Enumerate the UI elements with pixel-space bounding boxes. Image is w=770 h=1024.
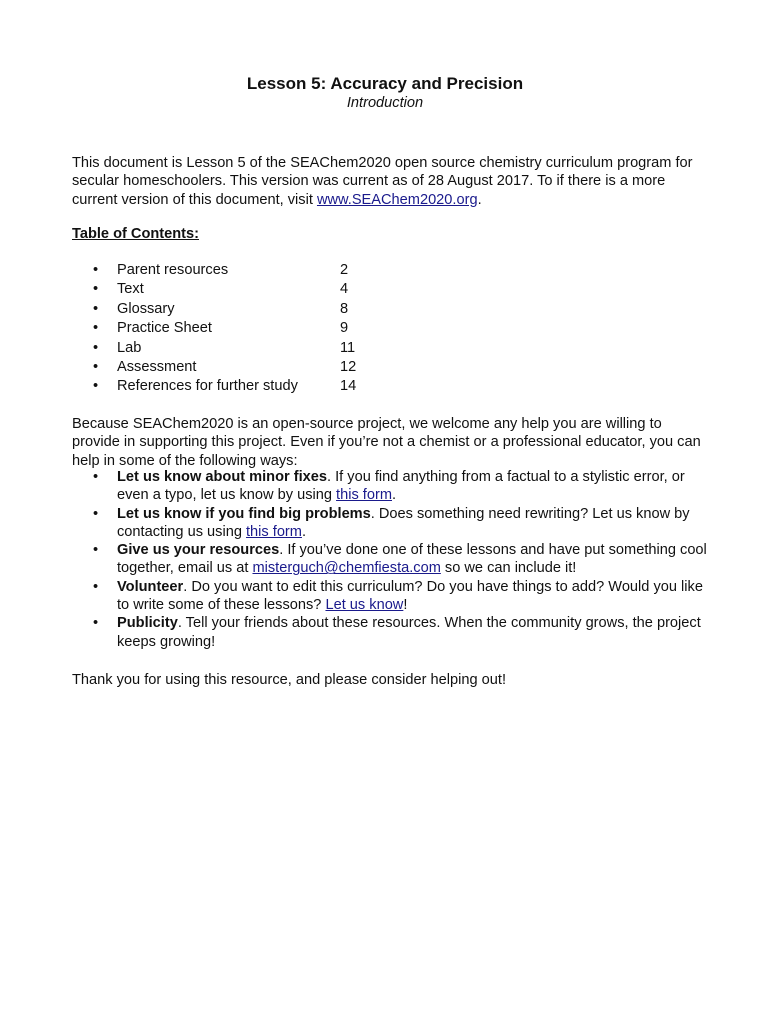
bullet-icon: • <box>93 281 99 298</box>
help-item-text: . Tell your friends about these resources. When the community grows, the project keeps growing! <box>117 615 701 650</box>
bullet-icon: • <box>93 262 99 278</box>
website-link[interactable]: www.SEAChem2020.org <box>316 191 478 208</box>
toc-item-label: References for further study <box>117 378 298 395</box>
toc-item <box>72 358 392 377</box>
contact-form-link[interactable]: this form <box>246 523 302 540</box>
help-item-text-end: so we can include it! <box>440 560 577 577</box>
toc-item-page: 4 <box>340 281 349 298</box>
help-intro-paragraph: Because SEAChem2020 is an open-source project, we welcome any help you are willing to provide in supporting this project. Even if you’re not a chemist or a professional educator, you can help in some of the following ways: <box>72 416 701 469</box>
toc-item-label: Assessment <box>117 358 197 375</box>
help-item-text: . If you find anything from a factual to a stylistic error, or even a typo, let us know by using <box>117 469 685 504</box>
toc-item <box>72 339 392 358</box>
intro-text-end: . <box>477 191 482 208</box>
help-item <box>72 505 712 542</box>
help-item-title: Give us your resources <box>117 542 280 559</box>
help-item <box>72 468 712 505</box>
intro-text: This document is Lesson 5 of the SEAChem2020 open source chemistry curriculum program for secular homeschoolers. This version was current as of 28 August 2017. To if there is a more current version of this document, visit <box>72 155 693 208</box>
toc-item-page: 14 <box>340 378 357 395</box>
help-list <box>72 468 712 651</box>
toc-item-page: 2 <box>340 262 349 278</box>
bullet-icon: • <box>93 358 99 375</box>
bullet-icon: • <box>93 505 99 522</box>
toc-item-page: 12 <box>340 358 357 375</box>
bullet-icon: • <box>93 578 99 595</box>
toc-heading: Table of Contents: <box>72 226 200 242</box>
feedback-form-link[interactable]: this form <box>336 487 392 504</box>
help-item <box>72 614 712 651</box>
help-item-text-end: . <box>301 523 307 540</box>
toc-item-label: Parent resources <box>117 262 229 278</box>
bullet-icon: • <box>93 469 99 485</box>
help-item-text-end: . <box>392 487 397 504</box>
help-item-title: Let us know if you find big problems <box>117 505 371 522</box>
closing-paragraph: Thank you for using this resource, and please consider helping out! <box>72 672 507 688</box>
page-title: Lesson 5: Accuracy and Precision <box>246 74 524 93</box>
toc-item <box>72 377 392 396</box>
toc-item <box>72 261 392 280</box>
toc-item-label: Text <box>117 281 144 298</box>
help-item-text: . Does something need rewriting? Let us know by contacting us using <box>117 505 690 540</box>
bullet-icon: • <box>93 615 99 632</box>
table-of-contents <box>72 261 392 397</box>
help-item <box>72 578 712 615</box>
toc-item-label: Practice Sheet <box>117 320 212 337</box>
bullet-icon: • <box>93 320 99 337</box>
page-subtitle: Introduction <box>346 95 424 111</box>
bullet-icon: • <box>93 542 99 559</box>
toc-item-page: 9 <box>340 320 349 337</box>
email-link[interactable]: misterguch@chemfiesta.com <box>252 560 441 577</box>
help-item-text-end: ! <box>403 597 408 614</box>
help-item-text: . If you’ve done one of these lessons and have put something cool together, email us at <box>117 542 707 577</box>
bullet-icon: • <box>93 300 99 317</box>
bullet-icon: • <box>93 339 99 356</box>
volunteer-link[interactable]: Let us know <box>325 597 404 614</box>
help-item-title: Let us know about minor fixes <box>117 469 328 485</box>
bullet-icon: • <box>93 378 99 395</box>
help-item <box>72 541 712 578</box>
toc-item-page: 8 <box>340 300 349 317</box>
intro-paragraph <box>72 154 712 209</box>
toc-item <box>72 280 392 299</box>
toc-item <box>72 319 392 338</box>
help-item-title: Volunteer <box>117 578 184 595</box>
toc-item <box>72 300 392 319</box>
toc-item-label: Lab <box>117 339 142 356</box>
help-item-title: Publicity <box>117 615 178 632</box>
help-item-text: . Do you want to edit this curriculum? Do you have things to add? Would you like to write some of these lessons? <box>117 578 703 614</box>
toc-item-label: Glossary <box>117 300 175 317</box>
toc-item-page: 11 <box>340 339 356 356</box>
